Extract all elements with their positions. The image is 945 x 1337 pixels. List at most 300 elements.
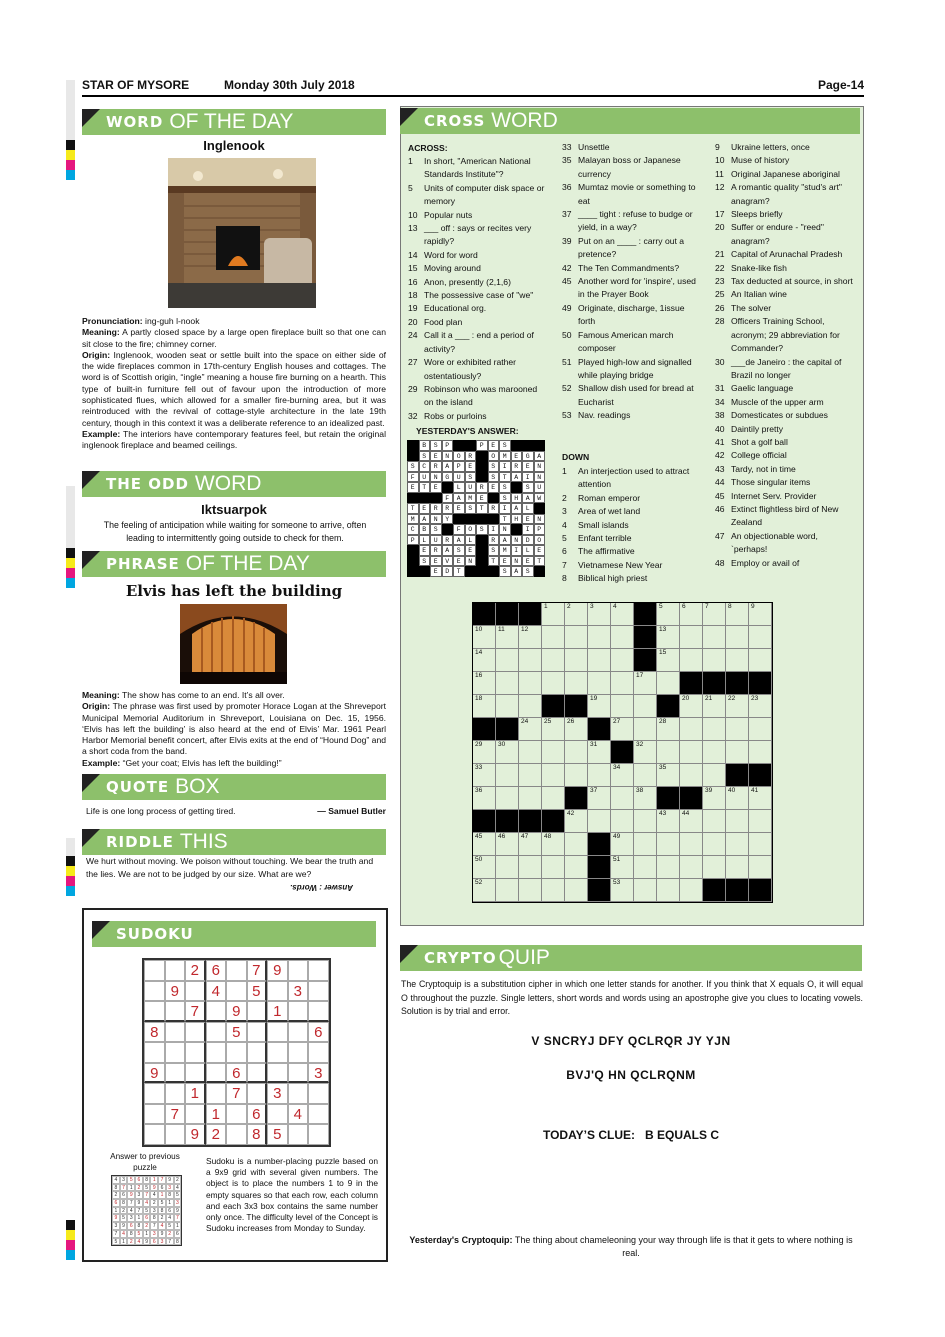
answer-cell: E (419, 503, 431, 514)
crossword-cell[interactable] (611, 787, 634, 810)
sudoku-cell: 6 (206, 960, 227, 981)
answer-cell: F (453, 524, 465, 535)
crossword-cell[interactable] (519, 741, 542, 764)
crossword-cell[interactable] (726, 833, 749, 856)
odd-word-banner (82, 471, 386, 497)
answer-cell: 9 (127, 1191, 135, 1199)
crossword-cell[interactable] (611, 810, 634, 833)
crossword-cell[interactable] (703, 718, 726, 741)
sudoku-cell[interactable] (226, 981, 247, 1002)
sudoku-cell[interactable] (144, 981, 165, 1002)
sudoku-cell[interactable] (226, 1042, 247, 1063)
crossword-cell[interactable]: 31 (588, 741, 611, 764)
crossword-cell[interactable] (496, 879, 519, 902)
crossword-cell[interactable] (749, 856, 772, 879)
crossword-cell[interactable] (749, 626, 772, 649)
crossword-cell[interactable]: 22 (726, 695, 749, 718)
crossword-cell[interactable] (703, 833, 726, 856)
crossword-cell[interactable]: 34 (611, 764, 634, 787)
crossword-cell[interactable]: 26 (565, 718, 588, 741)
clue-text: Officers Training School, acronym; 29 abbreviation for Commander? (731, 316, 840, 354)
clue-text: Biblical high priest (578, 573, 648, 584)
answer-cell: B (419, 524, 431, 535)
clue-text: A romantic quality "stud's art" anagram? (731, 182, 842, 206)
crossword-cell[interactable] (703, 741, 726, 764)
clue-text: Shallow dish used for bread at Eucharist (578, 383, 694, 407)
crossword-cell[interactable] (542, 672, 565, 695)
crossword-cell[interactable]: 23 (749, 695, 772, 718)
clue-number: 12 (715, 182, 725, 193)
crossword-cell[interactable]: 52 (473, 879, 496, 902)
crossword-cell[interactable]: 29 (473, 741, 496, 764)
clue-text: Suffer or endure - "reed" anagram? (731, 222, 824, 246)
answer-cell: S (499, 493, 511, 504)
sudoku-cell[interactable] (247, 1042, 268, 1063)
sudoku-cell[interactable] (267, 981, 288, 1002)
banner-text: OF THE DAY (169, 110, 294, 133)
answer-cell: 9 (135, 1199, 143, 1207)
sudoku-cell[interactable] (308, 1124, 329, 1145)
crossword-cell[interactable]: 51 (611, 856, 634, 879)
corner-triangle (82, 551, 100, 569)
sudoku-cell[interactable] (226, 1124, 247, 1145)
crossword-cell[interactable] (496, 695, 519, 718)
crossword-cell[interactable] (519, 695, 542, 718)
black-square (565, 695, 588, 718)
clue-number: 45 (562, 276, 572, 287)
answer-cell: E (465, 545, 477, 556)
crossword-cell[interactable]: 35 (657, 764, 680, 787)
crossword-cell[interactable] (634, 718, 657, 741)
crossword-cell[interactable] (726, 856, 749, 879)
clue-item (562, 208, 704, 235)
crossword-cell[interactable] (542, 649, 565, 672)
crossword-cell[interactable] (496, 856, 519, 879)
answer-cell: 6 (150, 1238, 158, 1246)
answer-cell: 3 (174, 1199, 182, 1207)
clue-text: Put on an ____ : carry out a pretence? (578, 235, 685, 260)
cryptoquip-intro: The Cryptoquip is a substitution cipher in which one letter stands for another. If you think that X equals O, it will equal O throughout the puzzle. Single letters, short words and words using an apostrophe give you clues to locating vowels. Solution is by trial and error. (401, 979, 863, 1016)
answer-cell: A (453, 535, 465, 546)
crossword-cell[interactable] (703, 626, 726, 649)
crossword-cell[interactable]: 14 (473, 649, 496, 672)
crossword-cell[interactable] (749, 810, 772, 833)
crossword-cell[interactable] (657, 833, 680, 856)
crossword-cell[interactable] (680, 833, 703, 856)
crossword-cell[interactable]: 20 (680, 695, 703, 718)
crossword-cell[interactable] (726, 626, 749, 649)
crossword-cell[interactable] (588, 626, 611, 649)
sudoku-cell[interactable] (165, 1022, 186, 1043)
crossword-cell[interactable] (588, 764, 611, 787)
crossword-cell[interactable] (680, 879, 703, 902)
crossword-cell[interactable]: 53 (611, 879, 634, 902)
sudoku-cell[interactable] (308, 1001, 329, 1022)
crossword-cell[interactable] (542, 879, 565, 902)
crossword-cell[interactable]: 17 (634, 672, 657, 695)
crossword-cell[interactable] (703, 810, 726, 833)
crossword-cell[interactable] (611, 695, 634, 718)
sudoku-cell[interactable] (247, 1083, 268, 1104)
sudoku-cell[interactable] (288, 1001, 309, 1022)
crossword-cell[interactable] (657, 741, 680, 764)
print-color-strip (66, 486, 75, 586)
crossword-cell[interactable]: 25 (542, 718, 565, 741)
crossword-cell[interactable]: 32 (634, 741, 657, 764)
crossword-cell[interactable] (634, 833, 657, 856)
crossword-cell[interactable] (588, 649, 611, 672)
cryptoquip-clue: TODAY’S CLUE: B EQUALS C (542, 1128, 720, 1142)
answer-cell: R (430, 461, 442, 472)
crossword-cell[interactable] (519, 649, 542, 672)
crossword-cell[interactable]: 30 (496, 741, 519, 764)
sudoku-cell[interactable] (267, 1042, 288, 1063)
crossword-cell[interactable] (588, 810, 611, 833)
banner-text: QUIP (498, 946, 550, 969)
crossword-cell[interactable]: 48 (542, 833, 565, 856)
label: Origin: (82, 349, 111, 360)
answer-cell: 1 (166, 1199, 174, 1207)
crossword-cell[interactable]: 2 (565, 603, 588, 626)
answer-cell: 3 (150, 1230, 158, 1238)
crossword-cell[interactable] (565, 833, 588, 856)
crossword-cell[interactable] (657, 856, 680, 879)
riddle-text: We hurt without moving. We poison without touching. We bear the truth and the lies. We are not to be judged by our size. What are we? (86, 856, 374, 879)
crossword-cell[interactable]: 21 (703, 695, 726, 718)
sudoku-cell[interactable] (206, 1063, 227, 1084)
crossword-cell[interactable]: 50 (473, 856, 496, 879)
black-square (588, 833, 611, 856)
clue-item (715, 356, 855, 383)
crossword-cell[interactable] (519, 764, 542, 787)
sudoku-cell[interactable] (288, 1022, 309, 1043)
clue-text: Shot a golf ball (731, 436, 788, 447)
black-square (519, 810, 542, 833)
answer-cell: N (430, 514, 442, 525)
clue-number: 6 (562, 546, 567, 557)
crossword-cell[interactable] (519, 787, 542, 810)
answer-cell: 9 (143, 1238, 151, 1246)
crossword-cell[interactable] (634, 879, 657, 902)
answer-cell: 9 (112, 1214, 120, 1222)
yesterday-solution: The thing about chameleoning your way through life is that it gets to where nothing is real. (512, 1235, 853, 1258)
sudoku-cell[interactable] (144, 1104, 165, 1125)
answer-cell: M (499, 451, 511, 462)
crossword-cell[interactable] (680, 718, 703, 741)
clue-number: 20 (715, 222, 725, 233)
clue-number: 39 (562, 235, 572, 246)
sudoku-cell[interactable] (165, 1124, 186, 1145)
crossword-cell[interactable] (680, 741, 703, 764)
crossword-cell[interactable] (565, 649, 588, 672)
answer-cell: S (499, 566, 511, 577)
sudoku-cell[interactable] (247, 1063, 268, 1084)
answer-cell: U (534, 482, 546, 493)
sudoku-grid[interactable] (142, 958, 331, 1147)
label: Origin: (82, 701, 111, 712)
crossword-cell[interactable]: 12 (519, 626, 542, 649)
sudoku-cell[interactable] (185, 981, 206, 1002)
clue-number: 13 (408, 223, 418, 234)
clue-item (562, 532, 704, 545)
answer-cell: F (407, 472, 419, 483)
crossword-cell[interactable]: 46 (496, 833, 519, 856)
crossword-cell[interactable]: 33 (473, 764, 496, 787)
clue-text: An objectionable word, `perhaps! (731, 530, 818, 555)
crossword-cell[interactable]: 49 (611, 833, 634, 856)
answer-cell: E (430, 482, 442, 493)
clue-text: Food plan (424, 316, 463, 327)
sudoku-cell[interactable] (288, 960, 309, 981)
crossword-cell[interactable]: 19 (588, 695, 611, 718)
sudoku-cell[interactable] (267, 1104, 288, 1125)
answer-cell: O (453, 451, 465, 462)
sudoku-cell[interactable] (185, 1063, 206, 1084)
clue-item (562, 329, 704, 356)
answer-cell: N (465, 556, 477, 567)
sudoku-cell[interactable] (267, 1063, 288, 1084)
crossword-cell[interactable]: 45 (473, 833, 496, 856)
sudoku-cell[interactable] (206, 1042, 227, 1063)
clue-item (562, 181, 704, 208)
sudoku-cell: 7 (185, 1001, 206, 1022)
sudoku-cell[interactable] (247, 1022, 268, 1043)
clue-text: The possessive case of "we" (424, 290, 534, 301)
crossword-cell[interactable] (634, 695, 657, 718)
crossword-cell[interactable]: 44 (680, 810, 703, 833)
clue-number: 19 (408, 303, 418, 314)
crossword-cell[interactable] (749, 741, 772, 764)
answer-cell: 9 (120, 1222, 128, 1230)
crossword-cell[interactable] (565, 672, 588, 695)
clue-item (408, 410, 548, 423)
crossword-cell[interactable] (749, 833, 772, 856)
crossword-cell[interactable]: 16 (473, 672, 496, 695)
crossword-cell[interactable] (542, 787, 565, 810)
quote-text: Life is one long process of getting tired. (86, 806, 236, 816)
label: Meaning: (82, 690, 120, 700)
crossword-cell[interactable] (657, 879, 680, 902)
crossword-cell[interactable]: 10 (473, 626, 496, 649)
answer-cell: 8 (174, 1238, 182, 1246)
cryptoquip-line-1: V SNCRYJ DFY QCLRQR JY YJN (531, 1034, 731, 1048)
crossword-cell[interactable]: 7 (703, 603, 726, 626)
crossword-cell[interactable]: 38 (634, 787, 657, 810)
clue-text: Muscle of the upper arm (731, 396, 824, 407)
crossword-cell[interactable] (565, 879, 588, 902)
clue-item (715, 490, 855, 503)
crossword-cell[interactable]: 15 (657, 649, 680, 672)
sudoku-cell[interactable] (144, 1083, 165, 1104)
crossword-cell[interactable] (703, 764, 726, 787)
crossword-cell[interactable] (565, 764, 588, 787)
crossword-cell[interactable] (680, 764, 703, 787)
crossword-cell[interactable]: 9 (749, 603, 772, 626)
crossword-cell[interactable]: 43 (657, 810, 680, 833)
crossword-cell[interactable] (611, 626, 634, 649)
sudoku-cell[interactable] (165, 1083, 186, 1104)
riddle-answer: Answer : Words. (290, 883, 353, 892)
fireplace-illustration (168, 158, 316, 308)
sudoku-cell[interactable] (308, 981, 329, 1002)
sudoku-cell[interactable] (308, 1083, 329, 1104)
crossword-cell[interactable]: 4 (611, 603, 634, 626)
sudoku-cell[interactable] (144, 960, 165, 981)
sudoku-cell[interactable] (288, 1124, 309, 1145)
crossword-cell[interactable] (634, 810, 657, 833)
sudoku-cell[interactable] (185, 1104, 206, 1125)
sudoku-cell: 1 (185, 1083, 206, 1104)
crossword-cell[interactable]: 6 (680, 603, 703, 626)
answer-cell: 5 (166, 1222, 174, 1230)
down-clues-col1 (562, 465, 704, 586)
crossword-cell[interactable] (496, 649, 519, 672)
sudoku-cell[interactable] (226, 960, 247, 981)
crossword-cell[interactable]: 41 (749, 787, 772, 810)
crossword-cell[interactable] (703, 856, 726, 879)
crossword-cell[interactable] (565, 856, 588, 879)
clue-item (562, 409, 704, 422)
crossword-cell[interactable] (611, 649, 634, 672)
sudoku-cell[interactable] (165, 1063, 186, 1084)
answer-cell: S (522, 482, 534, 493)
sudoku-cell[interactable] (144, 1124, 165, 1145)
black-square (565, 787, 588, 810)
crossword-cell[interactable] (496, 787, 519, 810)
clue-number: 46 (715, 503, 725, 514)
crossword-cell[interactable]: 37 (588, 787, 611, 810)
crossword-cell[interactable] (542, 856, 565, 879)
sudoku-cell[interactable] (206, 1022, 227, 1043)
clue-number: 37 (562, 209, 572, 220)
cryptoquip-yesterday (400, 1234, 862, 1259)
sudoku-cell[interactable] (206, 1083, 227, 1104)
sudoku-cell[interactable] (165, 1042, 186, 1063)
banner-text: SUDOKU (116, 925, 194, 943)
crossword-cell[interactable]: 24 (519, 718, 542, 741)
sudoku-cell[interactable] (247, 1001, 268, 1022)
sudoku-cell[interactable] (288, 1083, 309, 1104)
crossword-cell[interactable] (519, 879, 542, 902)
crossword-cell[interactable] (680, 626, 703, 649)
black-square (511, 482, 523, 493)
sudoku-cell[interactable] (308, 960, 329, 981)
crossword-cell[interactable] (588, 672, 611, 695)
sudoku-cell[interactable] (308, 1042, 329, 1063)
answer-cell: M (465, 493, 477, 504)
clue-text: In short, "American National Standards Institute"? (424, 156, 531, 180)
sudoku-cell[interactable] (144, 1001, 165, 1022)
sudoku-cell: 9 (165, 981, 186, 1002)
answer-cell: 4 (150, 1191, 158, 1199)
sudoku-cell[interactable] (288, 1063, 309, 1084)
crossword-cell[interactable] (565, 626, 588, 649)
crossword-cell[interactable] (726, 649, 749, 672)
clue-item (715, 503, 855, 530)
sudoku-cell[interactable] (165, 960, 186, 981)
clue-item (715, 557, 855, 570)
sudoku-cell[interactable] (288, 1042, 309, 1063)
crossword-cell[interactable] (519, 672, 542, 695)
answer-cell: E (511, 451, 523, 462)
crossword-cell[interactable] (542, 764, 565, 787)
banner-text: WORD (194, 472, 262, 495)
crossword-cell[interactable] (657, 672, 680, 695)
crossword-cell[interactable] (496, 672, 519, 695)
crossword-cell[interactable] (749, 649, 772, 672)
crossword-cell[interactable] (680, 649, 703, 672)
crossword-cell[interactable] (703, 649, 726, 672)
crossword-cell[interactable]: 36 (473, 787, 496, 810)
answer-cell: 7 (135, 1207, 143, 1215)
crossword-cell[interactable] (565, 741, 588, 764)
crossword-cell[interactable]: 18 (473, 695, 496, 718)
clue-text: Gaelic language (731, 383, 794, 394)
crossword-cell[interactable]: 27 (611, 718, 634, 741)
answer-cell: W (534, 493, 546, 504)
answer-cell: 7 (120, 1184, 128, 1192)
answer-cell: S (499, 440, 511, 451)
answer-cell: R (430, 503, 442, 514)
crossword-cell[interactable]: 47 (519, 833, 542, 856)
crossword-cell[interactable]: 1 (542, 603, 565, 626)
answer-cell: 4 (112, 1176, 120, 1184)
sudoku-cell[interactable] (267, 1022, 288, 1043)
crossword-cell[interactable] (634, 856, 657, 879)
crossword-cell[interactable]: 42 (565, 810, 588, 833)
answer-cell: E (430, 556, 442, 567)
crossword-cell[interactable]: 3 (588, 603, 611, 626)
crossword-cell[interactable] (542, 626, 565, 649)
sudoku-cell[interactable] (206, 1001, 227, 1022)
answer-cell: M (407, 514, 419, 525)
sudoku-cell[interactable] (165, 1001, 186, 1022)
black-square (476, 472, 488, 483)
crossword-cell[interactable]: 8 (726, 603, 749, 626)
crossword-cell[interactable]: 13 (657, 626, 680, 649)
crossword-cell[interactable]: 28 (657, 718, 680, 741)
banner-text: QUOTE (106, 778, 170, 796)
crossword-grid[interactable] (472, 602, 773, 903)
crossword-cell[interactable]: 40 (726, 787, 749, 810)
crossword-cell[interactable] (611, 672, 634, 695)
sudoku-cell[interactable] (185, 1042, 206, 1063)
crossword-cell[interactable] (726, 810, 749, 833)
crossword-cell[interactable]: 5 (657, 603, 680, 626)
sudoku-cell: 9 (185, 1124, 206, 1145)
crossword-cell[interactable]: 11 (496, 626, 519, 649)
crossword-cell[interactable] (749, 718, 772, 741)
clue-text: Extinct flightless bird of New Zealand (731, 503, 839, 528)
crossword-cell[interactable] (542, 741, 565, 764)
crossword-cell[interactable]: 39 (703, 787, 726, 810)
crossword-cell[interactable] (634, 764, 657, 787)
sudoku-cell[interactable] (308, 1104, 329, 1125)
clue-number: 23 (715, 276, 725, 287)
black-square (542, 810, 565, 833)
crossword-cell[interactable] (519, 856, 542, 879)
crossword-cell[interactable] (496, 764, 519, 787)
sudoku-cell[interactable] (185, 1022, 206, 1043)
crossword-cell[interactable] (680, 856, 703, 879)
answer-cell: E (430, 451, 442, 462)
sudoku-cell[interactable] (144, 1042, 165, 1063)
crossword-cell[interactable] (726, 718, 749, 741)
sudoku-cell[interactable] (226, 1104, 247, 1125)
answer-cell: I (488, 524, 500, 535)
answer-cell: 1 (135, 1214, 143, 1222)
crossword-cell[interactable] (726, 741, 749, 764)
